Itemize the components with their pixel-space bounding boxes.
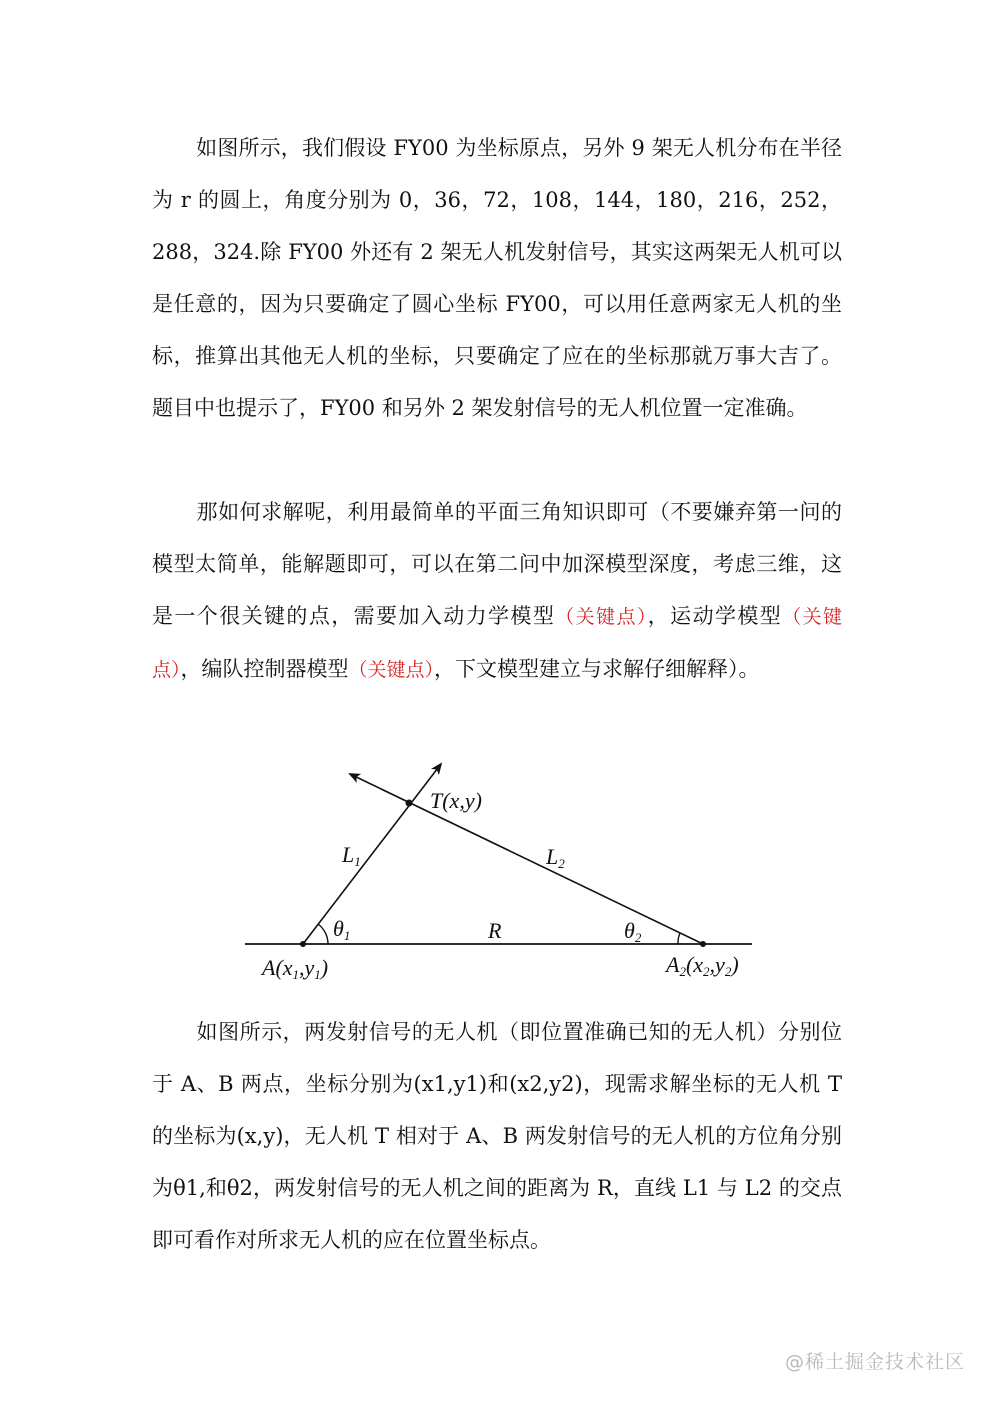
line-l1 [303, 764, 441, 944]
paragraph-2-text-d: ，下文模型建立与求解仔细解释）。 [434, 657, 760, 681]
line-l2 [350, 774, 703, 944]
label-a2: A2(x2,y2) [666, 952, 739, 979]
watermark: @稀土掘金技术社区 [784, 1351, 965, 1373]
angle-arc-theta1 [318, 924, 328, 944]
key-point-note-2: （关键点） [152, 606, 842, 681]
label-theta1: θ1 [333, 916, 351, 943]
label-r: R [488, 918, 502, 943]
paragraph-3-text: 如图所示，两发射信号的无人机（即位置准确已知的无人机）分别位于 A、B 两点，坐标分别为(x1,y1)和(x2,y2)，现需求解坐标的无人机 T 的坐标为(x,y)，无人机 T 相对于 A、B 两发射信号的无人机的方位角分别为θ1,和θ2，两发射信号的无人机之间的距离为 R，直线 L1 与 L2 的交点即可看作对所求无人机的应在位置坐标点。 [152, 1020, 842, 1252]
triangulation-diagram [240, 752, 760, 992]
paragraph-3 [152, 1006, 842, 1266]
angle-arc-theta2 [678, 933, 680, 944]
label-t: T(x,y) [430, 788, 482, 813]
paragraph-2-text-a: 那如何求解呢，利用最简单的平面三角知识即可（不要嫌弃第一问的模型太简单，能解题即可，可以在第二问中加深模型深度，考虑三维，这是一个很关键的点，需要加入动力学模型 [152, 500, 842, 628]
paragraph-1 [152, 122, 842, 434]
key-point-note-1: （关键点） [555, 606, 648, 628]
point-a1 [300, 941, 306, 947]
label-theta2: θ2 [624, 918, 642, 945]
point-t [406, 800, 413, 807]
paragraph-2-text-c: ，编队控制器模型 [180, 657, 349, 681]
label-l2: L2 [546, 844, 565, 871]
label-a1: A(x1,y1) [262, 955, 329, 982]
paragraph-1-text: 如图所示，我们假设 FY00 为坐标原点，另外 9 架无人机分布在半径为 r 的圆上，角度分别为 0，36，72，108，144，180，216，252，288，324.除 FY00 外还有 2 架无人机发射信号，其实这两架无人机可以是任意的，因为只要确定了圆心坐标 FY00，可以用任意两家无人机的坐标，推算出其他无人机的坐标，只要确定了应在的坐标那就万事大吉了。题目中也提示了，FY00 和另外 2 架发射信号的无人机位置一定准确。 [152, 136, 842, 420]
key-point-note-3: （关键点） [348, 659, 435, 681]
label-l1: L1 [342, 842, 361, 869]
point-a2 [700, 941, 706, 947]
paragraph-2-text-b: ，运动学模型 [647, 604, 783, 628]
paragraph-2 [152, 486, 842, 696]
